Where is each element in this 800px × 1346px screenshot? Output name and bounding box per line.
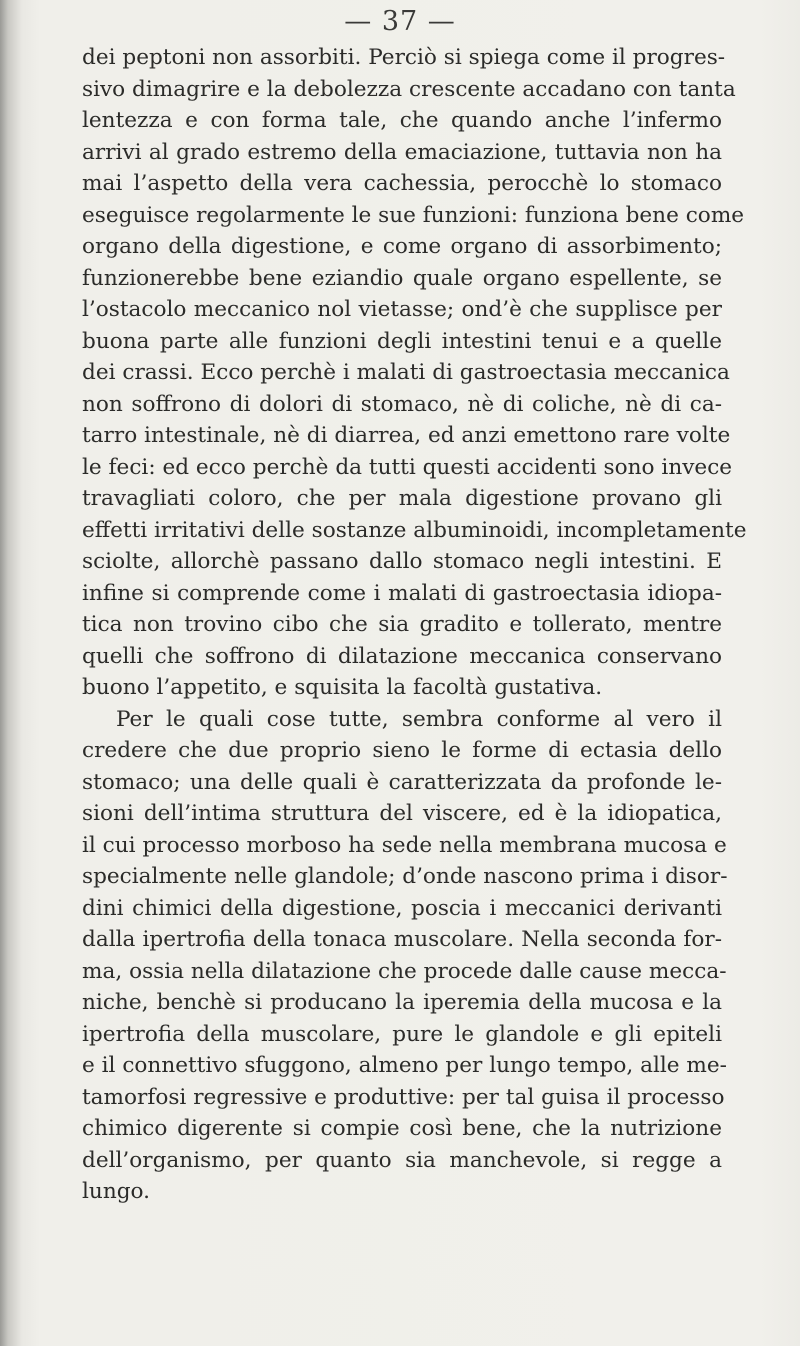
text-line: travagliati coloro, che per mala digestione provano gli	[82, 486, 722, 511]
text-line: e il connettivo sfuggono, almeno per lungo tempo, alle me-	[82, 1053, 727, 1078]
text-line: tamorfosi regressive e produttive: per tal guisa il processo	[82, 1084, 725, 1110]
text-line: dini chimici della digestione, poscia i meccanici derivanti	[82, 895, 722, 921]
text-line: lungo.	[82, 1179, 151, 1204]
text-line: dei peptoni non assorbiti. Perciò si spiega come il progres-	[82, 45, 726, 70]
text-line: niche, benchè si producano la iperemia della mucosa e la	[82, 990, 722, 1015]
text-line: dei crassi. Ecco perchè i malati di gastroectasia meccanica	[82, 360, 730, 385]
text-line: il cui processo morboso ha sede nella membrana mucosa e	[82, 832, 727, 858]
text-line: ma, ossia nella dilatazione che procede dalle cause mecca-	[82, 958, 727, 984]
text-line: dell’organismo, per quanto sia manchevole, si regge a	[82, 1147, 722, 1173]
text-line: lentezza e con forma tale, che quando anche l’infermo	[82, 108, 722, 133]
text-line: credere che due proprio sieno le forme di ectasia dello	[82, 738, 722, 763]
text-line: specialmente nelle glandole; d’onde nascono prima i disor-	[82, 864, 728, 889]
text-line: non soffrono di dolori di stomaco, nè di coliche, nè di ca-	[82, 391, 722, 417]
text-line: Per le quali cose tutte, sembra conforme al vero il	[116, 706, 722, 732]
text-line: organo della digestione, e come organo di assorbimento;	[82, 234, 722, 259]
text-line: l’ostacolo meccanico nol vietasse; ond’è che supplisce per	[82, 297, 722, 322]
page-number: — 37 —	[344, 6, 456, 37]
text-line: effetti irritativi delle sostanze albuminoidi, incompletamente	[82, 517, 747, 543]
text-line: sioni dell’intima struttura del viscere, ed è la idiopatica,	[82, 801, 722, 826]
text-line: tarro intestinale, nè di diarrea, ed anzi emettono rare volte	[82, 423, 731, 448]
text-line: arrivi al grado estremo della emaciazione, tuttavia non ha	[82, 139, 722, 165]
text-line: stomaco; una delle quali è caratterizzata da profonde le-	[82, 769, 722, 795]
text-line: le feci: ed ecco perchè da tutti questi accidenti sono invece	[82, 454, 733, 480]
text-line: buono l’appetito, e squisita la facoltà gustativa.	[82, 675, 603, 700]
body-text	[82, 42, 747, 1208]
text-line: infine si comprende come i malati di gastroectasia idiopa-	[82, 580, 722, 606]
text-line: chimico digerente si compie così bene, che la nutrizione	[82, 1116, 722, 1141]
text-line: sciolte, allorchè passano dallo stomaco negli intestini. E	[82, 549, 722, 574]
text-line: buona parte alle funzioni degli intestini tenui e a quelle	[82, 328, 722, 354]
text-line: ipertrofia della muscolare, pure le glandole e gli epiteli	[82, 1021, 722, 1047]
text-line: mai l’aspetto della vera cachessia, perocchè lo stomaco	[82, 171, 722, 196]
text-line: sivo dimagrire e la debolezza crescente accadano con tanta	[82, 76, 736, 102]
text-line: funzionerebbe bene eziandio quale organo espellente, se	[82, 265, 722, 291]
text-line: quelli che soffrono di dilatazione meccanica conservano	[82, 643, 722, 669]
text-line: tica non trovino cibo che sia gradito e tollerato, mentre	[82, 612, 722, 637]
text-line: eseguisce regolarmente le sue funzioni: funziona bene come	[82, 202, 745, 228]
text-line: dalla ipertrofia della tonaca muscolare. Nella seconda for-	[82, 927, 722, 952]
